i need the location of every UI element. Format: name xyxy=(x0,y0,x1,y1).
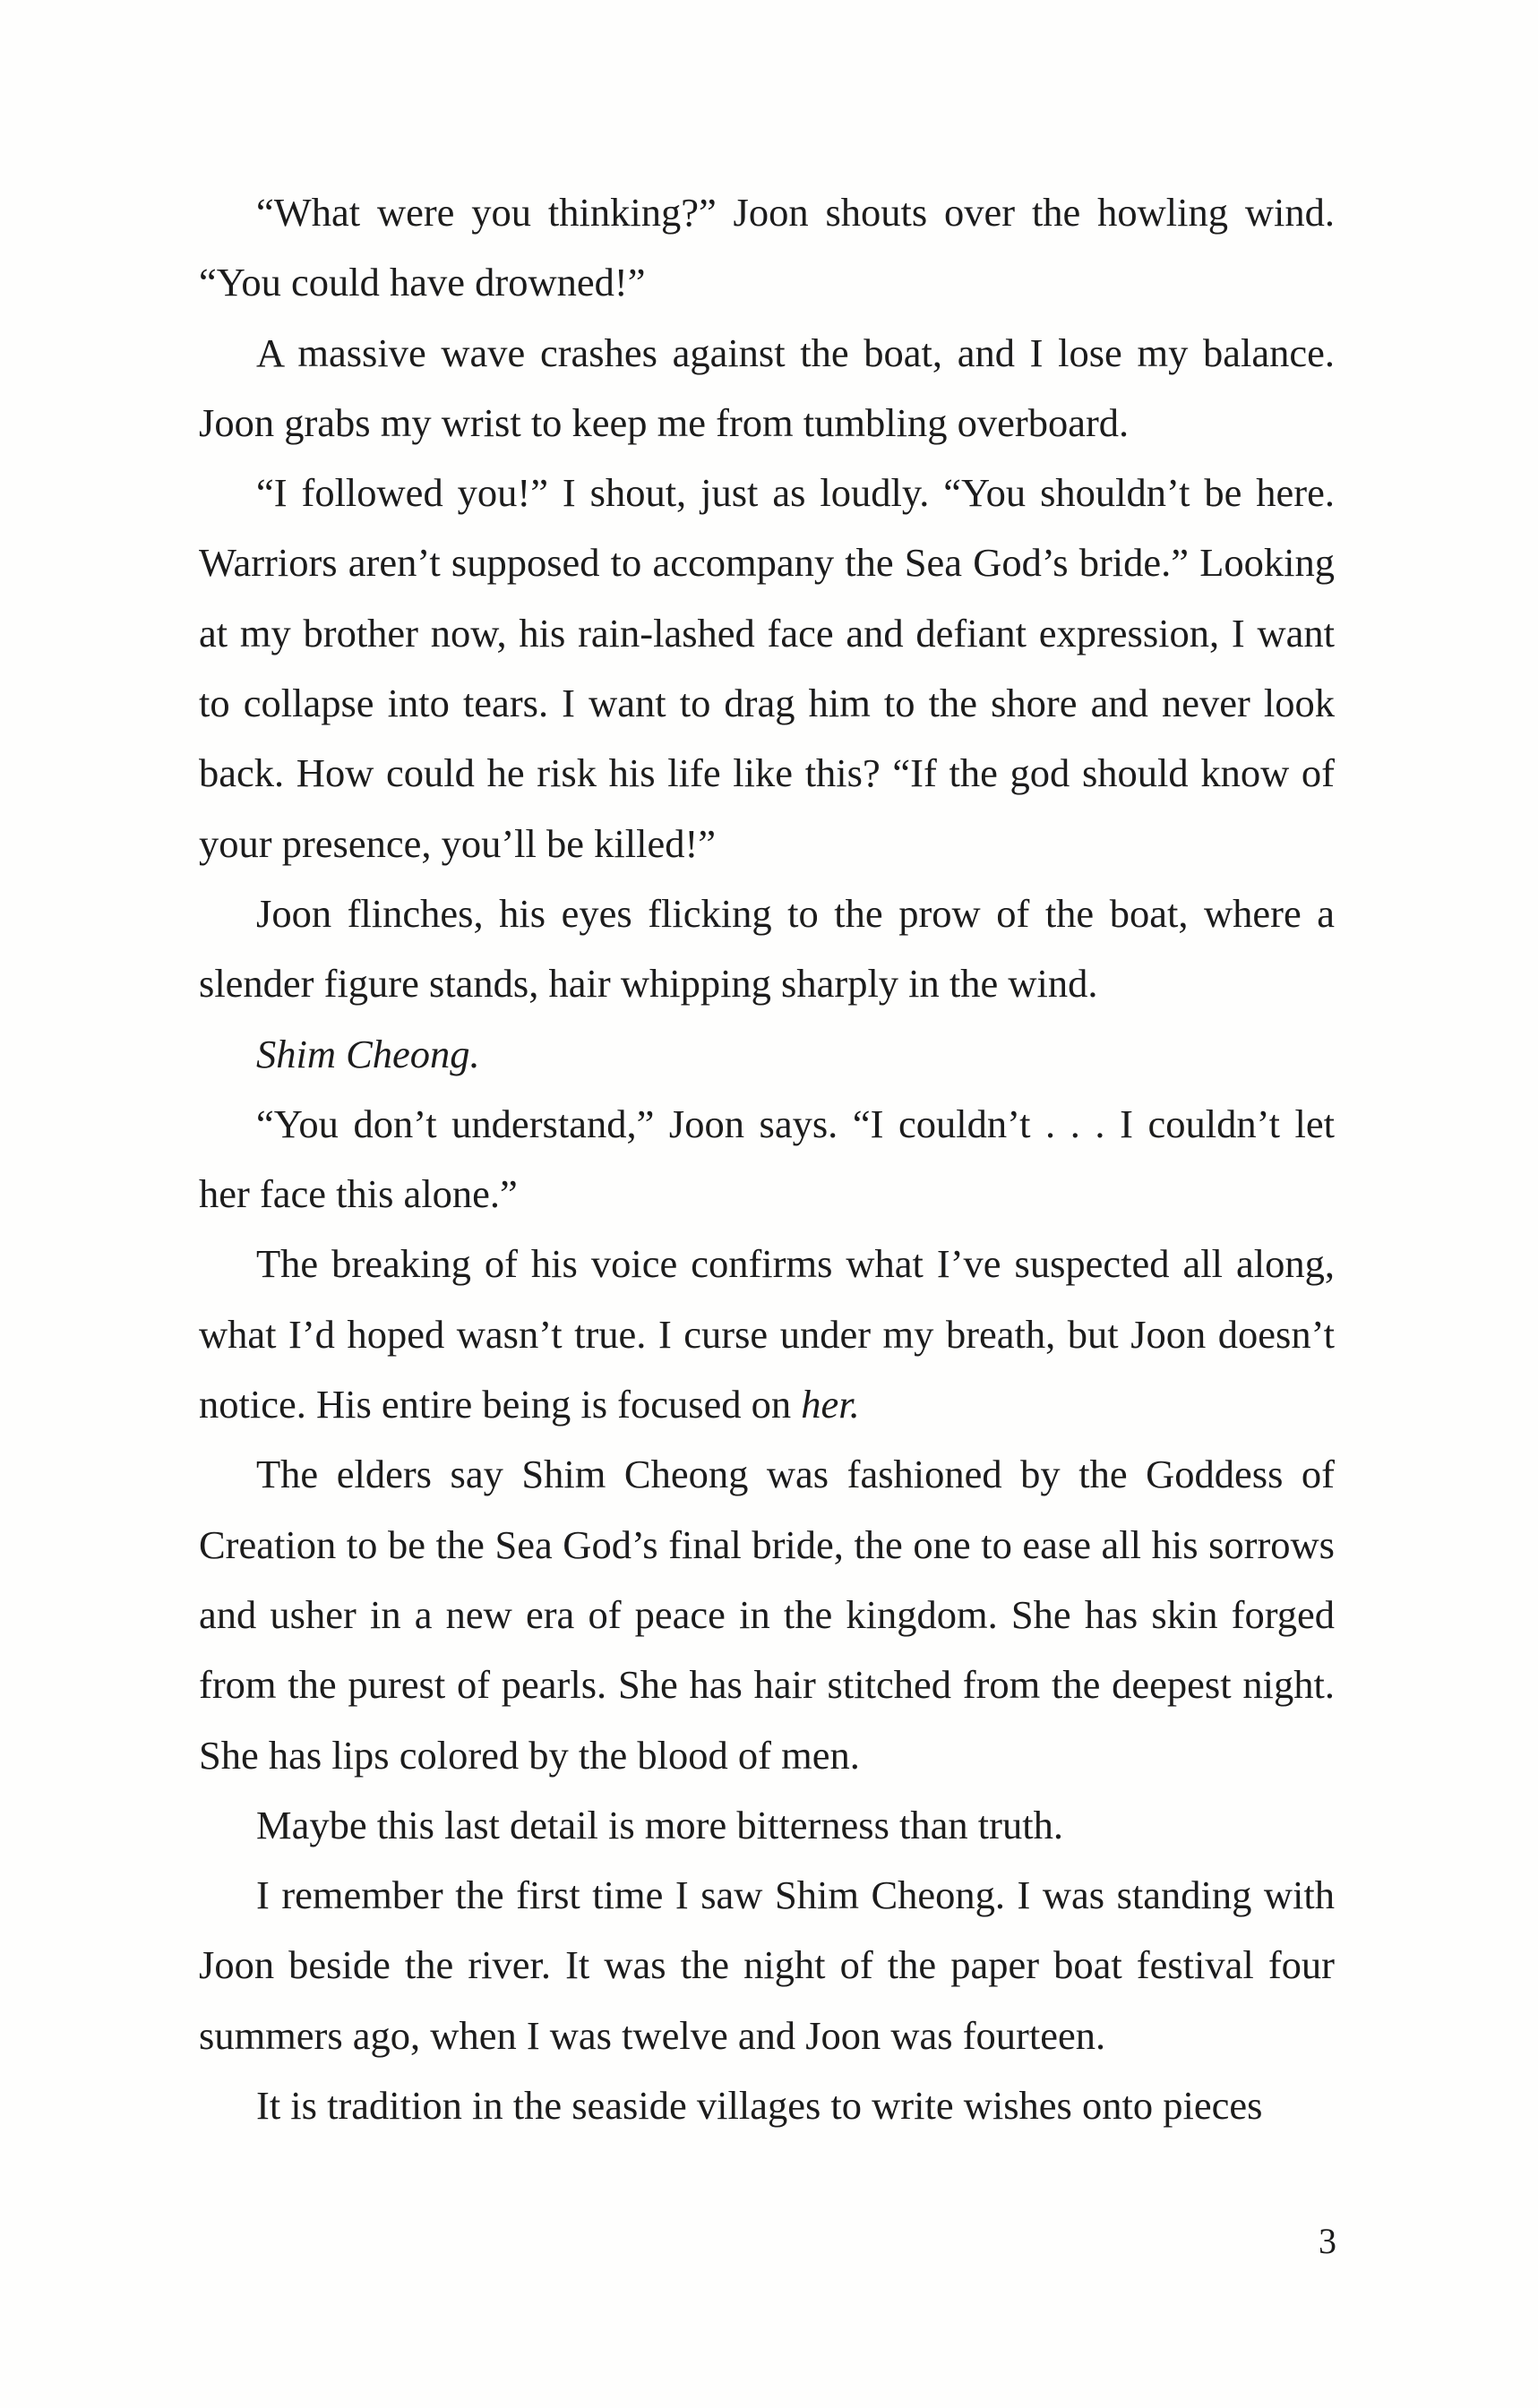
paragraph: Maybe this last detail is more bitterness than truth. xyxy=(256,1802,1063,1847)
paragraph: “What were you thinking?” Joon shouts over the howling wind. “You could have drowned!” xyxy=(199,190,1335,305)
paragraph xyxy=(199,1229,1335,1439)
paragraph-text: The breaking of his voice confirms what I’ve suspected all along, what I’d hoped wasn’t true. I curse under my breath, but Joon doesn’t notice. His entire being is focused on xyxy=(199,1241,1335,1427)
paragraph: The elders say Shim Cheong was fashioned by the Goddess of Creation to be the Sea God’s final bride, the one to ease all his sorrows and usher in a new era of peace in the kingdom. She has skin forged from the purest of pearls. She has hair stitched from the deepest night. She has lips colored by the blood of men. xyxy=(199,1452,1335,1778)
paragraph: A massive wave crashes against the boat, and I lose my balance. Joon grabs my wrist to keep me from tumbling overboard. xyxy=(199,330,1335,445)
paragraph: Joon flinches, his eyes flicking to the prow of the boat, where a slender figure stands, hair whipping sharply in the wind. xyxy=(199,890,1335,1007)
paragraph: I remember the first time I saw Shim Cheong. I was standing with Joon beside the river. It was the night of the paper boat festival four summers ago, when I was twelve and Joon was fourteen. xyxy=(199,1872,1335,2058)
paragraph: “I followed you!” I shout, just as loudly. “You shouldn’t be here. Warriors aren’t supposed to accompany the Sea God’s bride.” Looking at my brother now, his rain-lashed face and defiant expression, I want to collapse into tears. I want to drag him to the shore and never look back. How could he risk his life like this? “If the god should know of your presence, you’ll be killed!” xyxy=(199,470,1335,866)
body-text xyxy=(199,177,1335,2140)
emphasis-her: her. xyxy=(801,1382,860,1427)
paragraph: “You don’t understand,” Joon says. “I couldn’t . . . I couldn’t let her face this alone.” xyxy=(199,1101,1335,1217)
paragraph: It is tradition in the seaside villages to write wishes onto pieces xyxy=(256,2083,1263,2129)
page-number: 3 xyxy=(1319,2221,1336,2261)
paragraph-italic-name: Shim Cheong. xyxy=(256,1031,480,1076)
